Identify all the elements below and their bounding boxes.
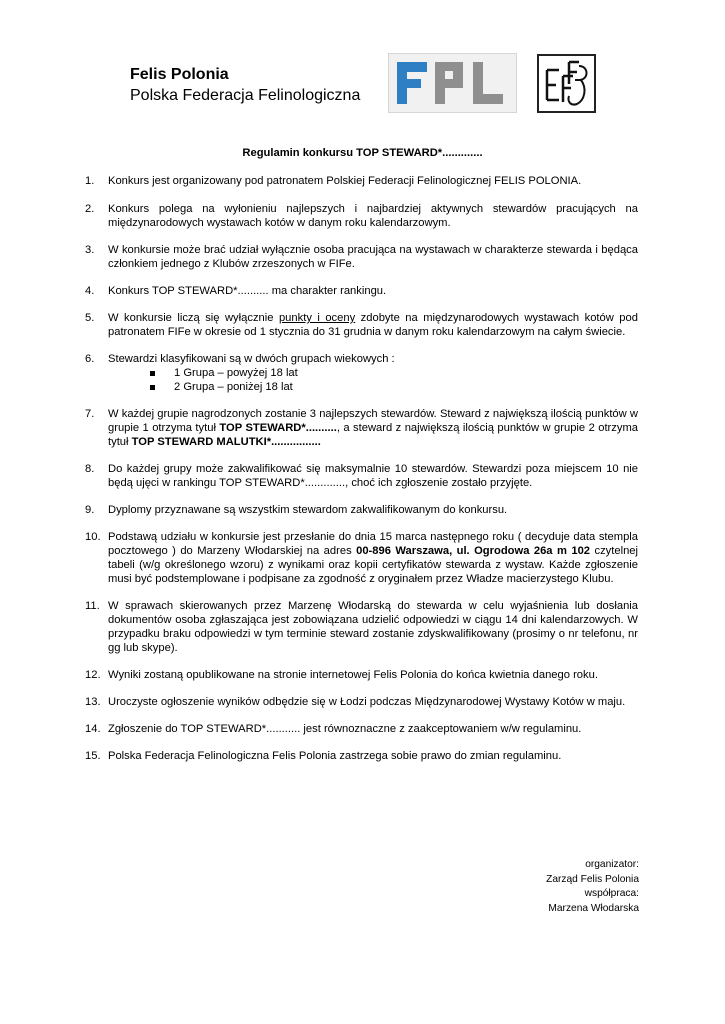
signature-block — [546, 858, 639, 916]
rule-number: 15. — [85, 750, 101, 762]
rule-number: 3. — [85, 244, 95, 256]
rule-number: 14. — [85, 723, 101, 735]
rule-item-15 — [85, 749, 638, 763]
age-groups-list — [108, 366, 638, 394]
rule-text: Konkurs polega na wyłonieniu najlepszych i najbardziej aktywnych stewardów pracujących na międzynarodowych wystawach kotów w danym roku kalendarzowym. — [108, 203, 638, 229]
emblem-logo — [537, 54, 596, 113]
rule-text-part: zdobyte na międzynarodowych wystawach kotów pod patronatem FIFe w okresie od 1 stycznia do 31 grudnia w danym roku kalendarzowym na całym świecie. — [108, 312, 638, 338]
rule-item-2 — [85, 202, 638, 230]
rule-number: 4. — [85, 285, 95, 297]
age-group-item: 2 Grupa – poniżej 18 lat — [150, 380, 638, 394]
rule-text: W sprawach skierowanych przez Marzenę Włodarską do stewarda w celu wyjaśnienia lub dosłania dokumentów osoba zgłaszająca jest zobowiązana udzielić odpowiedzi w ciągu 14 dni kalendarzowych. W przypadku braku odpowiedzi w tym terminie steward zostanie zdyskwalifikowany (prosimy o nr telefonu, nr gg lub skype). — [108, 600, 638, 654]
rule-item-7 — [85, 407, 638, 449]
rules-list — [85, 174, 638, 763]
rule-item-9 — [85, 503, 638, 517]
rule-text-part: , a steward z największą ilością punktów w grupie 2 otrzyma tytuł — [108, 422, 639, 448]
rule-number: 10. — [85, 531, 101, 543]
rule-text: Polska Federacja Felinologiczna Felis Polonia zastrzega sobie prawo do zmian regulaminu. — [108, 750, 562, 762]
emblem-graphic — [539, 56, 594, 111]
mailing-address: 00-896 Warszawa, ul. Ogrodowa 26a m 102 — [356, 545, 591, 557]
rule-number: 2. — [85, 203, 95, 215]
rule-text: W konkursie może brać udział wyłącznie osoba pracująca na wystawach w charakterze stewarda i będąca członkiem jednego z Klubów zrzeszonych w FIFe. — [108, 244, 638, 270]
letterhead — [0, 0, 725, 125]
rule-text-part: W każdej grupie nagrodzonych zostanie 3 najlepszych stewardów. Steward z największą ilością punktów w grupie 1 otrzyma tytuł — [108, 408, 638, 434]
rule-number: 13. — [85, 696, 101, 708]
rule-item-1 — [85, 174, 638, 188]
rule-text: Stewardzi klasyfikowani są w dwóch grupach wiekowych : — [108, 353, 395, 365]
fpl-logo — [388, 53, 517, 113]
organizer-name: Zarząd Felis Polonia — [546, 873, 639, 885]
rule-item-11 — [85, 599, 638, 655]
rule-item-6 — [85, 352, 638, 394]
rule-text: Zgłoszenie do TOP STEWARD*........... jest równoznaczne z zaakceptowaniem w/w regulaminu. — [108, 723, 582, 735]
rule-number: 1. — [85, 175, 95, 187]
cooperation-name: Marzena Włodarska — [548, 902, 639, 914]
rule-number: 8. — [85, 463, 95, 475]
rule-item-8 — [85, 462, 638, 490]
organizer-label: organizator: — [585, 859, 639, 870]
age-group-item: 1 Grupa – powyżej 18 lat — [150, 366, 638, 380]
rule-item-4 — [85, 284, 638, 298]
rule-item-14 — [85, 722, 638, 736]
rule-item-10 — [85, 530, 638, 586]
document-title: Regulamin konkursu TOP STEWARD*............. — [242, 147, 483, 159]
rule-text: Do każdej grupy może zakwalifikować się maksymalnie 10 stewardów. Stewardzi poza miejscem 10 nie będą ujęci w rankingu TOP STEWARD*............., choć ich zgłoszenie zostało przyjęte. — [108, 463, 638, 489]
title-top-steward-malutki: TOP STEWARD MALUTKI*................ — [131, 436, 321, 448]
rule-item-13 — [85, 695, 638, 709]
rule-text: Konkurs TOP STEWARD*.......... ma charakter rankingu. — [108, 285, 387, 297]
rule-number: 6. — [85, 353, 95, 365]
rule-text: Dyplomy przyznawane są wszystkim stewardom zakwalifikowanym do konkursu. — [108, 504, 508, 516]
rule-number: 5. — [85, 312, 95, 324]
rule-number: 11. — [85, 600, 100, 612]
rule-text-part: czytelnej tabeli (w/g określonego wzoru) z wynikami oraz kopii certyfikatów stewarda z wystaw. Każde zgłoszenie musi być podstemplowane i podpisane za zgodność z oryginałem przez Władze macierzystego Klubu. — [108, 545, 638, 585]
rule-text: Wyniki zostaną opublikowane na stronie internetowej Felis Polonia do końca kwietnia danego roku. — [108, 669, 598, 681]
title-top-steward: TOP STEWARD*.......... — [219, 422, 337, 434]
rule-text-part: W konkursie liczą się wyłącznie — [108, 312, 279, 324]
rule-item-12 — [85, 668, 638, 682]
rule-text: Konkurs jest organizowany pod patronatem Polskiej Federacji Felinologicznej FELIS POLONIA. — [108, 175, 582, 187]
rule-number: 12. — [85, 669, 101, 681]
rule-text-part: Podstawą udziału w konkursie jest przesłanie do dnia 15 marca następnego roku ( decyduje data stempla pocztowego ) do Marzeny Włodarskiej na adres — [108, 531, 638, 557]
rule-item-3 — [85, 243, 638, 271]
organization-full-name: Polska Federacja Felinologiczna — [130, 87, 361, 104]
rule-number: 9. — [85, 504, 95, 516]
organization-name: Felis Polonia — [130, 66, 229, 83]
rule-item-5 — [85, 311, 638, 339]
underlined-phrase: punkty i oceny — [278, 312, 356, 324]
rule-text: Uroczyste ogłoszenie wyników odbędzie się w Łodzi podczas Międzynarodowej Wystawy Kotów w maju. — [108, 696, 626, 708]
fpl-logo-graphic — [389, 54, 516, 112]
rule-number: 7. — [85, 408, 95, 420]
cooperation-label: współpraca: — [584, 888, 639, 899]
